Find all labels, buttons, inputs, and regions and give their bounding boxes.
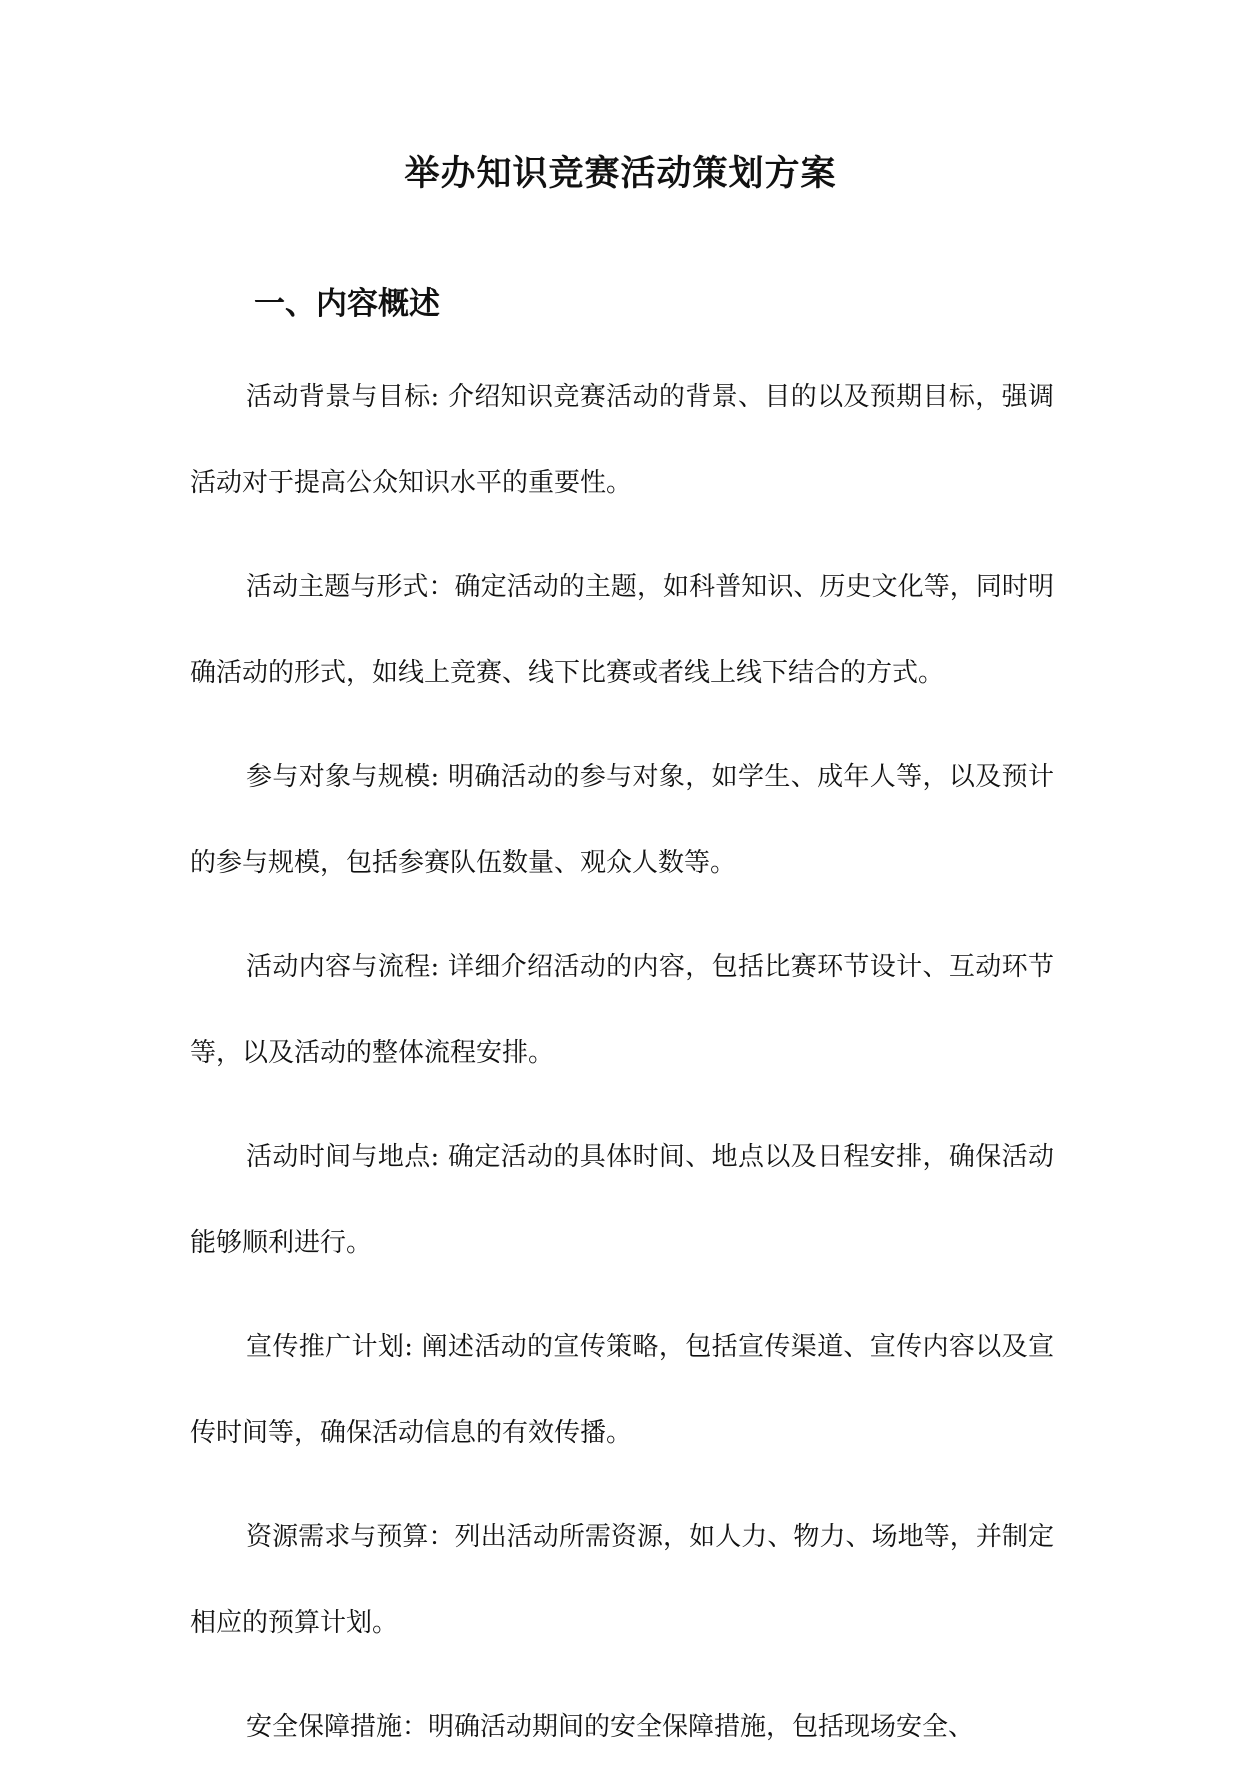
paragraph-promotion-plan: 宣传推广计划: 阐述活动的宣传策略，包括宣传渠道、宣传内容以及宣传时间等，确保活动信息的有效传播。	[190, 1332, 1054, 1448]
body-text	[190, 354, 1054, 1788]
document-title: 举办知识竞赛活动策划方案	[404, 153, 837, 194]
paragraph-content-process: 活动内容与流程: 详细介绍活动的内容，包括比赛环节设计、互动环节等，以及活动的整体流程安排。	[190, 952, 1054, 1068]
paragraph-resources-budget: 资源需求与预算：列出活动所需资源，如人力、物力、场地等，并制定相应的预算计划。	[190, 1522, 1054, 1638]
paragraph-participants-scale: 参与对象与规模: 明确活动的参与对象，如学生、成年人等，以及预计的参与规模，包括参赛队伍数量、观众人数等。	[190, 762, 1054, 878]
paragraph-time-location: 活动时间与地点: 确定活动的具体时间、地点以及日程安排，确保活动能够顺利进行。	[190, 1142, 1054, 1258]
paragraph-background-goals: 活动背景与目标: 介绍知识竞赛活动的背景、目的以及预期目标，强调活动对于提高公众知识水平的重要性。	[190, 382, 1054, 498]
paragraph-safety-measures: 安全保障措施：明确活动期间的安全保障措施，包括现场安全、	[246, 1712, 975, 1742]
section-heading: 一、内容概述	[254, 286, 440, 322]
paragraph-theme-format: 活动主题与形式：确定活动的主题，如科普知识、历史文化等，同时明确活动的形式，如线上竞赛、线下比赛或者线上线下结合的方式。	[190, 572, 1054, 688]
